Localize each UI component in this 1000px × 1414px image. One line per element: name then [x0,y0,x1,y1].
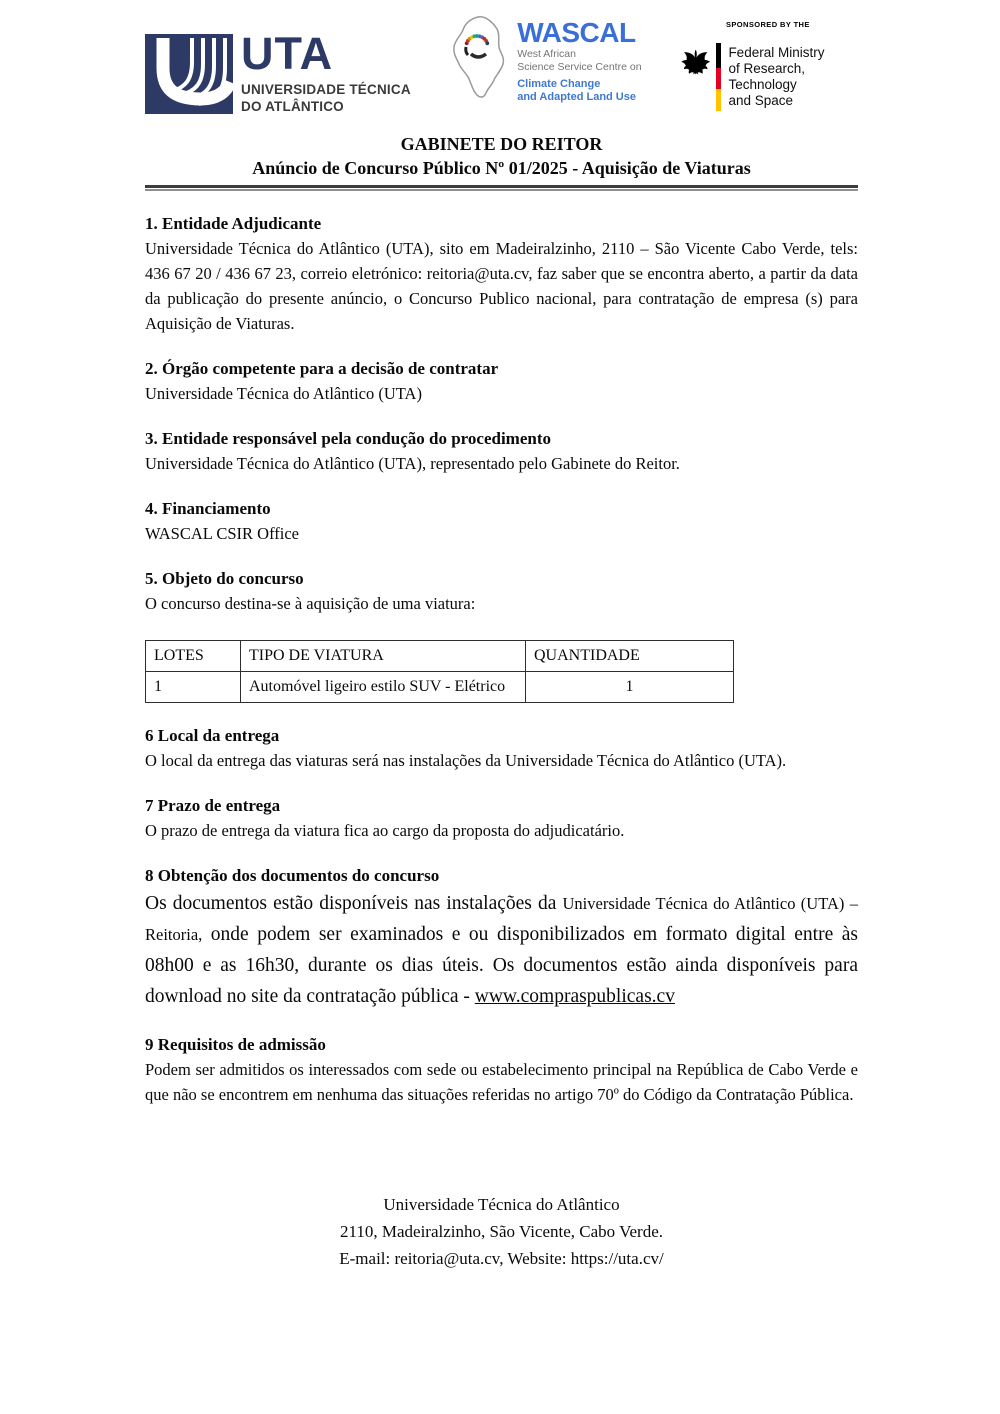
sponsored-by-label: SPONSORED BY THE [726,20,810,29]
uta-name-line1: UNIVERSIDADE TÉCNICA [241,82,411,97]
section-obtencao-documentos [145,863,858,1012]
compras-publicas-link[interactable]: www.compraspublicas.cv [474,986,675,1007]
cell-tipo: Automóvel ligeiro estilo SUV - Elétrico [241,672,526,703]
section-entidade-responsavel [145,426,858,476]
uta-wordmark [241,28,411,115]
ministry-logo [680,20,858,111]
section-requisitos-admissao [145,1032,858,1107]
document-content [145,16,858,1272]
section-1-heading: 1. Entidade Adjudicante [145,214,322,233]
uta-acronym: UTA [241,28,334,79]
section-8-text-2: onde podem ser examinados e ou disponibilizados em formato digital entre às 08h00 e as 16h30, durante os dias úteis. Os documentos estão ainda disponíveis para download no site da contratação pública - [145,924,858,1007]
section-6-heading: 6 Local da entrega [145,726,280,745]
uta-u-mark-icon [145,34,233,114]
section-entidade-adjudicante [145,211,858,336]
uta-logo [145,16,411,115]
document-footer [145,1191,858,1272]
section-financiamento [145,496,858,546]
footer-contacts: E-mail: reitoria@uta.cv, Website: https://uta.cv/ [339,1249,664,1268]
table-row [146,672,734,703]
section-2-heading: 2. Órgão competente para a decisão de contratar [145,359,499,378]
section-prazo-entrega [145,793,858,843]
wascal-sub2: Science Service Centre on [517,61,642,73]
col-header-lotes: LOTES [146,641,241,672]
section-8-body [145,888,858,1012]
section-8-text-1: Os documentos estão disponíveis nas instalações da [145,893,563,914]
section-4-heading: 4. Financiamento [145,499,271,518]
section-objeto-concurso [145,566,858,616]
section-7-body: O prazo de entrega da viatura fica ao cargo da proposta do adjudicatário. [145,821,625,840]
table-header-row [146,641,734,672]
wascal-sub1: West African [517,48,576,60]
cell-quantidade: 1 [526,672,734,703]
section-orgao-competente [145,356,858,406]
ministry-line2: of Research, Technology [728,61,805,92]
section-9-heading: 9 Requisitos de admissão [145,1035,326,1054]
footer-address: 2110, Madeiralzinho, São Vicente, Cabo Verde. [340,1222,663,1241]
header-logos [145,16,858,120]
section-8-uta-span: Universidade Técnica do Atlântico (UTA) – Reitoria, [145,894,858,944]
section-5-heading: 5. Objeto do concurso [145,569,304,588]
announcement-title: Anúncio de Concurso Público Nº 01/2025 - Aquisição de Viaturas [252,158,751,178]
section-8-heading: 8 Obtenção dos documentos do concurso [145,866,440,885]
wascal-wordmark [517,14,641,104]
wascal-logo [449,14,641,114]
wascal-sub4: and Adapted Land Use [517,91,636,103]
section-3-heading: 3. Entidade responsável pela condução do procedimento [145,429,551,448]
col-header-quantidade: QUANTIDADE [526,641,734,672]
german-eagle-icon [680,43,711,81]
col-header-tipo: TIPO DE VIATURA [241,641,526,672]
title-divider [145,185,858,191]
section-5-body: O concurso destina-se à aquisição de uma viatura: [145,594,476,613]
section-1-body: Universidade Técnica do Atlântico (UTA), sito em Madeiralzinho, 2110 – São Vicente Cabo Verde, tels: 436 67 20 / 436 67 23, correio eletrónico: reitoria@uta.cv, faz saber que se encontra aberto, a partir da data da publicação do presente anúncio, o Concurso Publico nacional, para contratação de empresa (s) para Aquisição de Viaturas. [145,239,858,333]
ministry-line1: Federal Ministry [728,45,825,60]
section-local-entrega [145,723,858,773]
lots-table [145,640,734,703]
section-7-heading: 7 Prazo de entrega [145,796,281,815]
office-title: GABINETE DO REITOR [400,134,603,154]
cell-lote: 1 [146,672,241,703]
wascal-acronym: WASCAL [517,17,636,48]
ministry-line3: and Space [728,93,793,108]
ministry-name [728,45,858,111]
document-title [145,132,858,180]
section-6-body: O local da entrega das viaturas será nas instalações da Universidade Técnica do Atlântico (UTA). [145,751,787,770]
africa-map-icon [449,14,521,114]
section-2-body: Universidade Técnica do Atlântico (UTA) [145,384,422,403]
uta-name-line2: DO ATLÂNTICO [241,99,344,114]
section-4-body: WASCAL CSIR Office [145,524,299,543]
section-9-body: Podem ser admitidos os interessados com sede ou estabelecimento principal na República de Cabo Verde e que não se encontrem em nenhuma das situações referidas no artigo 70º do Código da Contratação Pública. [145,1060,858,1104]
wascal-sub3: Climate Change [517,78,601,90]
german-flag-bar [716,43,721,111]
footer-institution: Universidade Técnica do Atlântico [383,1195,620,1214]
section-3-body: Universidade Técnica do Atlântico (UTA), representado pelo Gabinete do Reitor. [145,454,680,473]
wascal-dots-arc [465,34,489,45]
